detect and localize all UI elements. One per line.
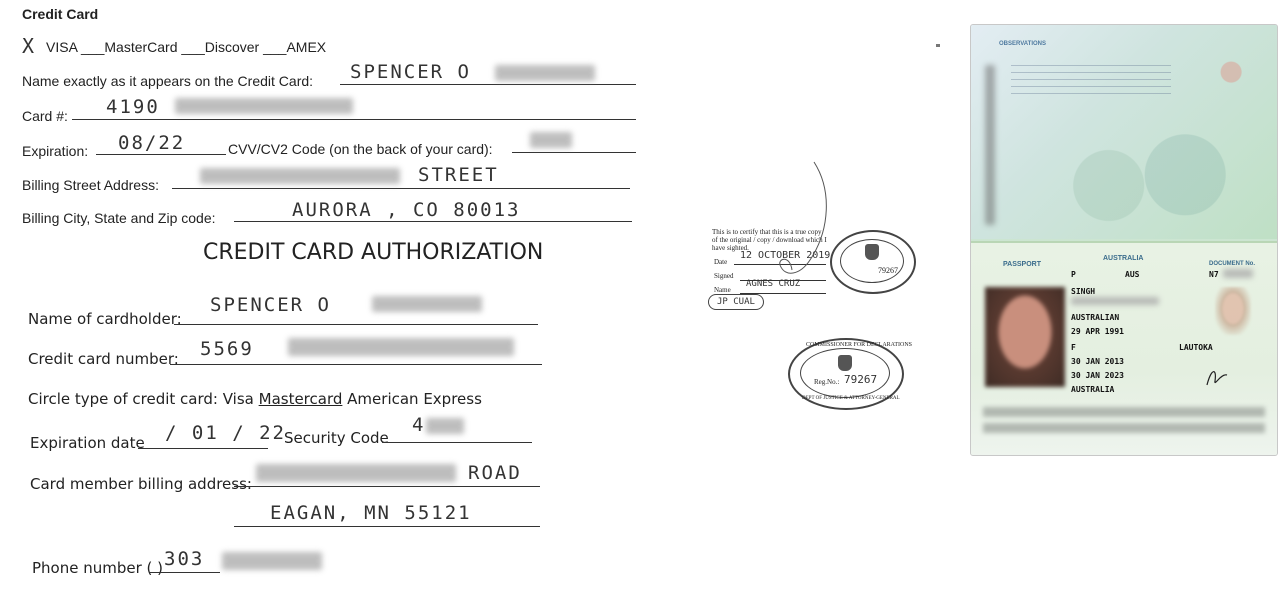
- passport-ghost-image: [1215, 287, 1251, 335]
- cardholder-value: SPENCER O: [210, 294, 331, 316]
- billing-city-value: AURORA , CO 80013: [292, 199, 521, 221]
- expiration-date-value: / 01 / 22: [165, 422, 286, 444]
- scan-speck: [936, 44, 940, 47]
- passport-observations-page: [971, 25, 1277, 239]
- redacted-billing-road: [256, 464, 456, 482]
- jp-stamp: JP CUAL: [708, 294, 764, 310]
- security-code-label: Security Code: [284, 429, 389, 447]
- passport-label: PASSPORT: [1003, 261, 1041, 268]
- date-label: Date: [714, 258, 728, 266]
- signature-line: [760, 160, 840, 300]
- redacted-card-number: [175, 98, 353, 114]
- commissioner-stamp-1: [830, 230, 916, 294]
- security-code-value: 4: [412, 414, 426, 436]
- stamp-2-reg-label: Reg.No.:: [814, 378, 840, 386]
- redacted-cvv: [530, 132, 572, 148]
- redacted-street: [200, 168, 400, 184]
- surname-value: SINGH: [1071, 287, 1096, 296]
- nationality-value: AUSTRALIAN: [1071, 313, 1120, 322]
- card-number-value: 4190: [106, 96, 160, 118]
- cvv-label: CVV/CV2 Code (on the back of your card):: [228, 141, 493, 157]
- circle-type-label: [28, 390, 482, 408]
- card-number-auth-value: 5569: [200, 338, 254, 360]
- authorization-heading: CREDIT CARD AUTHORIZATION: [203, 240, 544, 265]
- redacted-given-names: [1071, 297, 1159, 305]
- credit-card-title: Credit Card: [22, 6, 99, 22]
- circle-type-prefix: Circle type of credit card: Visa: [28, 390, 254, 408]
- redacted-surname: [495, 65, 595, 81]
- redacted-phone: [222, 552, 322, 570]
- certification-line-1: This is to certify that this is a true copy: [712, 228, 822, 236]
- billing-road-value: ROAD: [468, 462, 522, 484]
- amex-option: American Express: [347, 390, 482, 408]
- billing-street-label: Billing Street Address:: [22, 177, 159, 193]
- mrz-line-2: [983, 423, 1265, 433]
- billing-city-label: Billing City, State and Zip code:: [22, 210, 216, 226]
- name-label: Name exactly as it appears on the Credit Card:: [22, 73, 314, 89]
- mrz-line-1: [983, 407, 1265, 417]
- expiration-date-label: Expiration date: [30, 434, 145, 452]
- document-label: DOCUMENT No.: [1209, 261, 1255, 267]
- passport-copy: [970, 24, 1278, 456]
- redacted-cardholder: [372, 296, 482, 312]
- phone-label: Phone number ( ): [32, 559, 164, 577]
- certification-line-3: have sighted.: [712, 244, 749, 252]
- type-value: P: [1071, 270, 1076, 279]
- redacted-auth-card-number: [288, 338, 514, 356]
- name-value: SPENCER O: [350, 61, 471, 83]
- stamp-2-bottom-text: DEPT OF JUSTICE & ATTORNEY-GENERAL: [802, 396, 900, 401]
- name-cert-value: AGNES CRUZ: [746, 279, 801, 289]
- mastercard-option: Mastercard: [258, 390, 343, 408]
- passport-photo: [985, 287, 1065, 387]
- billing-city-auth-value: EAGAN, MN 55121: [270, 502, 472, 524]
- code-value: AUS: [1125, 270, 1140, 279]
- stamp-2-reg-value: 79267: [844, 373, 878, 386]
- card-types-line: VISA ___MasterCard ___Discover ___AMEX: [46, 39, 327, 55]
- dob-value: 29 APR 1991: [1071, 327, 1124, 336]
- stamp-2-top-text: COMMISSIONER FOR DECLARATIONS: [806, 342, 913, 348]
- name-cert-label: Name: [714, 286, 731, 294]
- redacted-vertical-text: [985, 65, 995, 225]
- visa-check-mark: X: [22, 34, 37, 58]
- stamp-1-reg-no: 79267: [878, 266, 898, 275]
- observations-fine-print: [1011, 65, 1171, 99]
- billing-street-value: STREET: [418, 164, 499, 186]
- date-value: 12 OCTOBER 2019: [740, 250, 831, 261]
- birthplace-value: LAUTOKA: [1179, 343, 1213, 352]
- authority-value: AUSTRALIA: [1071, 385, 1115, 394]
- issue-date-value: 30 JAN 2013: [1071, 357, 1124, 366]
- card-number-auth-label: Credit card number:: [28, 350, 179, 368]
- document-number: N7: [1209, 270, 1219, 279]
- expiration-value: 08/22: [118, 132, 186, 154]
- signed-label: Signed: [714, 272, 734, 280]
- redacted-document-number: [1223, 269, 1253, 278]
- billing-address-label: Card member billing address:: [30, 475, 252, 493]
- redacted-security-code: [426, 418, 464, 434]
- certification-line-2: of the original / copy / download which I: [712, 236, 827, 244]
- expiry-date-value: 30 JAN 2023: [1071, 371, 1124, 380]
- expiration-label: Expiration:: [22, 143, 89, 159]
- card-number-label: Card #:: [22, 108, 68, 124]
- sex-value: F: [1071, 343, 1076, 352]
- phone-value: 303: [164, 548, 205, 570]
- holder-signature: [1201, 363, 1231, 391]
- cardholder-label: Name of cardholder:: [28, 310, 182, 328]
- commissioner-stamp-2: [788, 338, 913, 410]
- observations-label: OBSERVATIONS: [999, 41, 1047, 47]
- passport-country-label: AUSTRALIA: [1103, 255, 1144, 262]
